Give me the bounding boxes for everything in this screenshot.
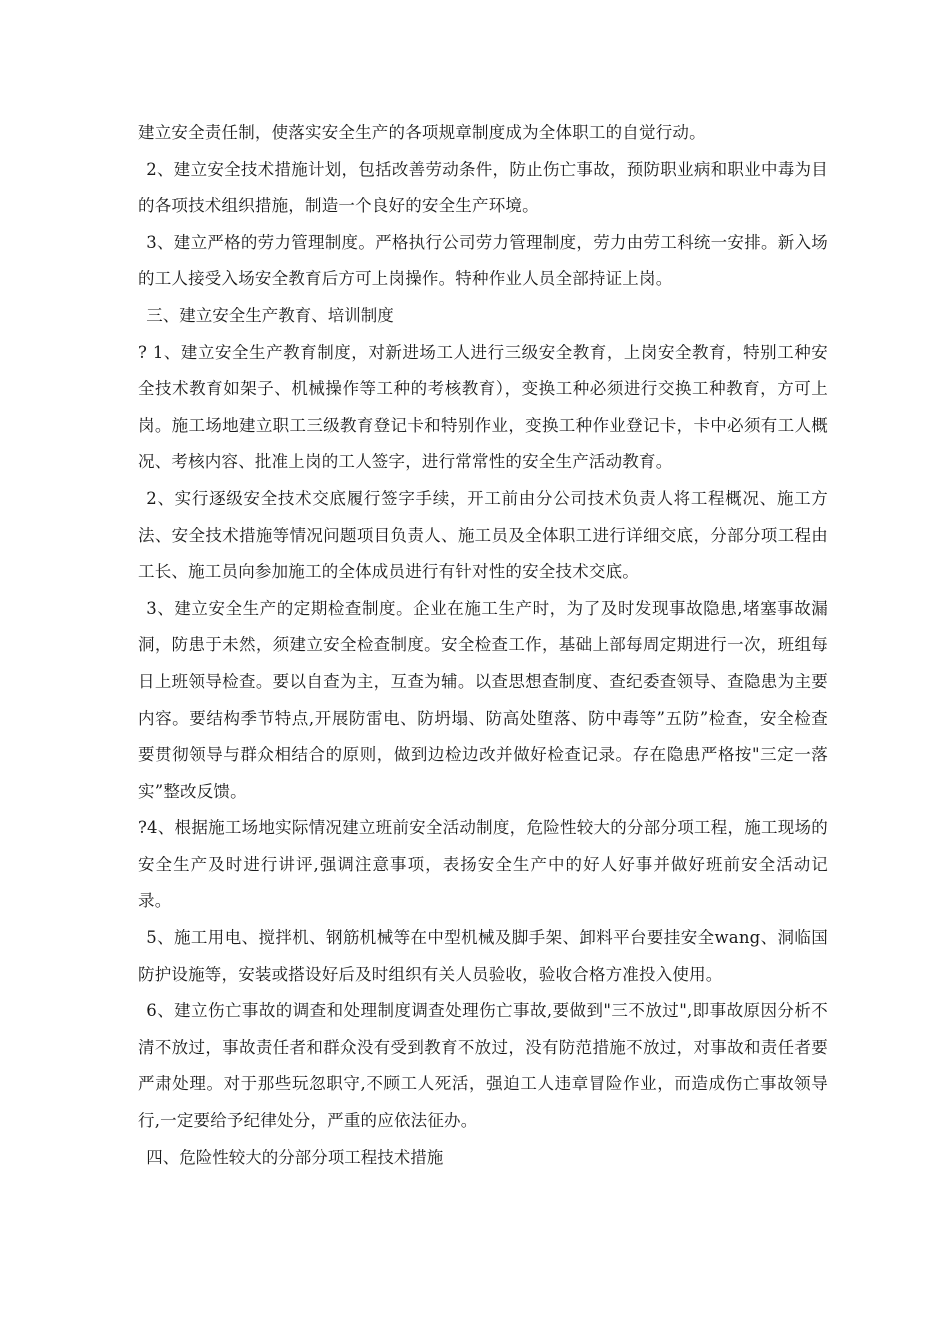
paragraph-safety-plan: 2、建立安全技术措施计划，包括改善劳动条件，防止伤亡事故，预防职业病和职业中毒为目的各项技术组织措施，制造一个良好的安全生产环境。: [138, 159, 828, 216]
section-heading-education: 三、建立安全生产教育、培训制度: [146, 305, 394, 325]
paragraph-accident-investigation: 6、建立伤亡事故的调查和处理制度调查处理伤亡事故,要做到"三不放过",即事故原因分析不清不放过，事故责任者和群众没有受到教育不放过，没有防范措施不放过，对事故和责任者要严肃处理。对于那些玩忽职守,不顾工人死活，强迫工人违章冒险作业，而造成伤亡事故领导行,一定要给予纪律处分，严重的应依法征办。: [138, 1001, 828, 1131]
paragraph-education-system: ? 1、建立安全生产教育制度，对新进场工人进行三级安全教育，上岗安全教育，特别工种安全技术教育如架子、机械操作等工种的考核教育），变换工种必须进行交换工种教育，方可上岗。施工场地建立职工三级教育登记卡和特别作业，变换工种作业登记卡，卡中必须有工人概况、考核内容、批准上岗的工人签字，进行常常性的安全生产活动教育。: [138, 342, 828, 472]
document-body: [138, 115, 828, 1176]
paragraph-technical-briefing: 2、实行逐级安全技术交底履行签字手续，开工前由分公司技术负责人将工程概况、施工方法、安全技术措施等情况问题项目负责人、施工员及全体职工进行详细交底，分部分项工程由工长、施工员向参加施工的全体成员进行有针对性的安全技术交底。: [138, 488, 828, 582]
paragraph-responsibility: 建立安全责任制，使落实安全生产的各项规章制度成为全体职工的自觉行动。: [138, 123, 706, 142]
paragraph-pre-shift-activity: ?4、根据施工场地实际情况建立班前安全活动制度，危险性较大的分部分项工程，施工现场的安全生产及时进行讲评,强调注意事项，表扬安全生产中的好人好事并做好班前安全活动记录。: [138, 818, 828, 911]
section-heading-hazardous-works: 四、危险性较大的分部分项工程技术措施: [146, 1147, 444, 1167]
paragraph-equipment-acceptance: 5、施工用电、搅拌机、钢筋机械等在中型机械及脚手架、卸料平台要挂安全wang、洞临国防护设施等，安装或搭设好后及时组织有关人员验收，验收合格方准投入使用。: [138, 928, 828, 984]
paragraph-periodic-inspection: 3、建立安全生产的定期检查制度。企业在施工生产时，为了及时发现事故隐患,堵塞事故漏洞，防患于未然，须建立安全检查制度。安全检查工作，基础上部每周定期进行一次，班组每日上班领导检查。要以自查为主，互查为辅。以查思想查制度、查纪委查领导、查隐患为主要内容。要结构季节特点,开展防雷电、防坍塌、防高处堕落、防中毒等”五防”检查，安全检查要贯彻领导与群众相结合的原则，做到边检边改并做好检查记录。存在隐患严格按"三定一落实”整改反馈。: [138, 598, 828, 801]
paragraph-labor-management: 3、建立严格的劳力管理制度。严格执行公司劳力管理制度，劳力由劳工科统一安排。新入场的工人接受入场安全教育后方可上岗操作。特种作业人员全部持证上岗。: [138, 232, 828, 289]
